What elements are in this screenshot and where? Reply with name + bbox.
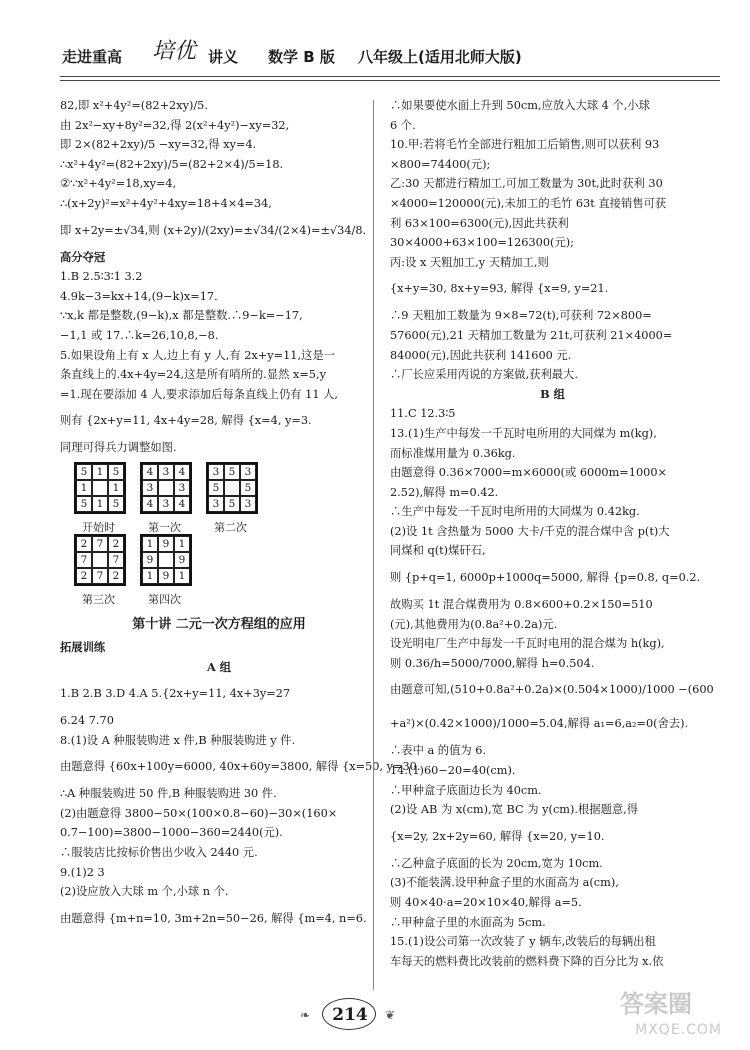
text-line: 2.52),解得 m=0.42. [390,485,499,499]
text-line: 10.甲:若将毛竹全部进行粗加工后销售,则可以获利 93 [390,138,660,152]
text-line: 82,即 x²+4y²=(82+2xy)/5. [60,99,208,112]
text-line: 同理可得兵力调整如图. [60,441,177,455]
header-subject: 数学 B 版 [268,48,335,66]
text-line: 6.24 7.70 [60,714,114,728]
grid-label: 第一次 [148,520,181,534]
text-line: ∴A 种服装购进 50 件,B 种服装购进 30 件. [60,787,277,801]
grid-label: 第三次 [82,592,115,606]
text-line: 由 2x²−xy+8y²=32,得 2(x²+4y²)−xy=32, [60,118,290,132]
text-line: 则有 {2x+y=11, 4x+4y=28, 解得 {x=4, y=3. [60,414,312,428]
grid-cell: 4 [142,496,158,512]
grid-cell: 1 [142,536,158,552]
section-heading: 高分夺冠 [60,250,106,264]
watermark-en: MXQE.COM [635,1022,722,1038]
text-line: 84000(元),因此共获利 141600 元. [390,348,572,362]
grid-label: 第四次 [148,592,181,606]
text-line: ∴生产中每发一千瓦时电所用的大同煤为 0.42kg. [390,505,640,519]
grid-cell: 1 [92,496,108,512]
grid-cell: 5 [240,480,256,496]
text-line: ×4000=120000(元),未加工的毛竹 63t 直接销售可获 [390,196,667,210]
grid-cell: 5 [76,496,92,512]
grid-cell: 5 [224,496,240,512]
text-line: (2)由题意得 3800−50×(100×0.8−60)−30×(160× [60,806,338,820]
grid-cell [224,480,240,496]
text-line: ∴9 天粗加工数量为 9×8=72(t),可获利 72×800= [390,309,652,323]
text-line: ∴甲种盒子底面边长为 40cm. [390,783,542,797]
grid-cell: 2 [76,568,92,584]
grid-cell: 7 [108,552,124,568]
text-line: 设光明电厂生产中每发一千瓦时电用的混合煤为 h(kg), [390,637,665,651]
grid-cell: 3 [208,464,224,480]
group-heading: B 组 [540,386,565,401]
ornament-icon: ❧ [300,1008,311,1022]
page-number-text: 214 [332,1005,368,1025]
text-line: 则 {p+q=1, 6000p+1000q=5000, 解得 {p=0.8, q=0.2. [390,571,701,585]
text-line: 乙:30 天都进行精加工,可加工数量为 30t,此时获利 30 [390,177,663,191]
text-line: ∴甲种盒子里的水面高为 5cm. [390,915,546,929]
text-line: 1.B 2.5∶3∶1 3.2 [60,270,143,284]
grid-cell: 9 [174,552,190,568]
text-line: 5.如果设角上有 x 人,边上有 y 人,有 2x+y=11,这是一 [60,348,335,362]
text-line: 0.7−100)=3800−1000−360=2440(元). [60,826,283,840]
grid-cell: 7 [92,568,108,584]
grid-cell: 2 [108,536,124,552]
section-heading: 拓展训练 [60,640,106,654]
text-line: (2)设应放入大球 m 个,小球 n 个. [60,885,229,899]
text-line: 丙:设 x 天粗加工,y 天精加工,则 [390,255,549,269]
text-line: 即 2×(82+2xy)/5 −xy=32,得 xy=4. [60,138,257,152]
text-line: {x+y=30, 8x+y=93, 解得 {x=9, y=21. [390,282,609,296]
text-line: 30×4000+63×100=126300(元); [390,236,574,250]
grid-cell [92,480,108,496]
text-line: 1.B 2.B 3.D 4.A 5.{2x+y=11, 4x+3y=27 [60,687,291,701]
grid-cell [92,552,108,568]
text-line: 则 0.36/h=5000/7000,解得 h=0.504. [390,656,595,670]
grid-cell: 1 [92,464,108,480]
grid-cell: 5 [108,464,124,480]
grid-cell: 9 [158,568,174,584]
grid-cell: 3 [158,464,174,480]
page-header [60,40,720,70]
grid-cell: 2 [76,536,92,552]
page-number [322,998,378,1032]
grid-cell: 5 [208,480,224,496]
text-line: 条直线上的.4x+4y=24,这是所有哨所的.显然 x=5,y [60,368,326,382]
text-line: (3)不能装满.设甲种盒子里的水面高为 a(cm), [390,876,619,890]
grid-cell: 9 [158,536,174,552]
header-series: 走进重高 [62,48,123,66]
text-line: 故购买 1t 混合煤费用为 0.8×600+0.2×150=510 [390,598,653,612]
text-line: ②∵x²+4y²=18,xy=4, [60,177,177,191]
text-line: 车每天的燃料费比改装前的燃料费下降的百分比为 x.依 [390,954,664,968]
header-book: 讲义 [208,48,239,66]
text-line: 57600(元),21 天精加工数量为 21t,可获利 21×4000= [390,328,673,342]
text-line: 14.(1)60−20=40(cm). [390,764,516,778]
text-line: ∵x,k 都是整数,(9−k),x 都是整数.∴9−k=−17, [60,309,303,323]
grid-cell: 1 [142,568,158,584]
grid-cell: 3 [174,480,190,496]
grid-cell [158,480,174,496]
grid-cell: 7 [92,536,108,552]
text-line: 利 63×100=6300(元),因此共获利 [390,216,569,230]
watermark-cn: 答案圈 [620,990,692,1018]
text-line: 则 40×40·a=20×10×40,解得 a=5. [390,896,582,909]
text-line: 9.(1)2 3 [60,865,105,879]
grid-label: 开始时 [82,520,115,534]
lecture-title: 第十讲 二元一次方程组的应用 [132,616,306,632]
grid-cell: 4 [174,496,190,512]
header-script-logo: 培优 [152,39,197,64]
text-line: 即 x+2y=±√34,则 (x+2y)/(2xy)=±√34/(2×4)=±√34/8. [60,223,367,237]
text-line: 6 个. [390,118,416,132]
ornament-icon: ❦ [385,1008,396,1022]
grid-cell: 1 [108,480,124,496]
text-line: 11.C 12.3∶5 [390,407,456,421]
grid-cell: 3 [158,496,174,512]
text-line: ∴乙种盒子底面的长为 20cm,宽为 10cm. [390,856,603,870]
grid-start [74,462,126,514]
text-line: 由题意得 {60x+100y=6000, 40x+60y=3800, 解得 {x=50, y=30. [60,760,421,774]
text-line: (2)设 AB 为 x(cm),宽 BC 为 y(cm).根据题意,得 [390,803,639,817]
text-line: ∴x²+4y²=(82+2xy)/5=(82+2×4)/5=18. [60,157,284,171]
grid-third [74,534,126,586]
text-line: =1.现在要添加 4 人,要求添加后每条直线上仍有 11 人, [60,387,338,401]
grid-cell: 1 [76,480,92,496]
grid-cell: 4 [142,464,158,480]
grid-cell: 3 [240,496,256,512]
watermark [580,984,730,1038]
text-line: 同煤和 q(t)煤矸石, [390,544,486,558]
text-line: 15.(1)设公司第一次改装了 y 辆车,改装后的每辆出租 [390,935,656,949]
grid-cell: 5 [224,464,240,480]
text-line: −1,1 或 17.∴k=26,10,8,−8. [60,328,219,342]
right-column [390,96,715,971]
grid-cell: 7 [76,552,92,568]
grid-cell: 3 [208,496,224,512]
grid-cell: 1 [174,536,190,552]
text-line: ∴如果要使水面上升到 50cm,应放入大球 4 个,小球 [390,99,650,112]
group-heading: A 组 [207,659,231,674]
header-rule-thin [60,80,720,81]
text-line: ∴表中 a 的值为 6. [390,744,487,758]
grid-cell: 3 [142,480,158,496]
troop-grid-figures-row2 [60,534,378,612]
text-line: ×800=74400(元); [390,157,491,171]
grid-cell: 1 [174,568,190,584]
text-line: 4.9k−3=kx+14,(9−k)x=17. [60,289,218,303]
grid-cell: 2 [108,568,124,584]
header-rule [60,76,720,77]
text-line: +a²)×(0.42×1000)/1000=5.04,解得 a₁=6,a₂=0(舍去). [390,717,689,731]
grid-cell: 4 [174,464,190,480]
grid-cell [158,552,174,568]
text-line: {x=2y, 2x+2y=60, 解得 {x=20, y=10. [390,829,605,843]
text-line: 由题意得 0.36×7000=m×6000(或 6000m=1000× [390,466,667,480]
grid-cell: 5 [76,464,92,480]
text-line: 由题意可知,(510+0.8a²+0.2a)×(0.504×1000)/1000 −(600 [390,683,714,697]
grid-first [140,462,192,514]
text-line: ∴服装店比按标价售出少收入 2440 元. [60,846,258,860]
text-line: 由题意得 {m+n=10, 3m+2n=50−26, 解得 {m=4, n=6. [60,911,367,925]
grid-cell: 3 [240,464,256,480]
grid-label: 第二次 [214,520,247,534]
grid-second [206,462,258,514]
header-grade: 八年级上(适用北师大版) [358,48,522,66]
text-line: (2)设 1t 含热量为 5000 大卡/千克的混合煤中含 p(t)大 [390,524,670,538]
text-line: 8.(1)设 A 种服装购进 x 件,B 种服装购进 y 件. [60,733,296,747]
text-line: ∴(x+2y)²=x²+4y²+4xy=18+4×4=34, [60,196,272,210]
grid-fourth [140,534,192,586]
grid-cell: 9 [142,552,158,568]
text-line: (元),其他费用为(0.8a²+0.2a)元. [390,617,558,631]
grid-cell: 5 [108,496,124,512]
text-line: 13.(1)生产中每发一千瓦时电所用的大同煤为 m(kg), [390,426,657,440]
column-divider [373,100,374,990]
text-line: ∴厂长应采用丙说的方案做,获利最大. [390,368,578,382]
text-line: 而标准煤用量为 0.36kg. [390,446,516,460]
